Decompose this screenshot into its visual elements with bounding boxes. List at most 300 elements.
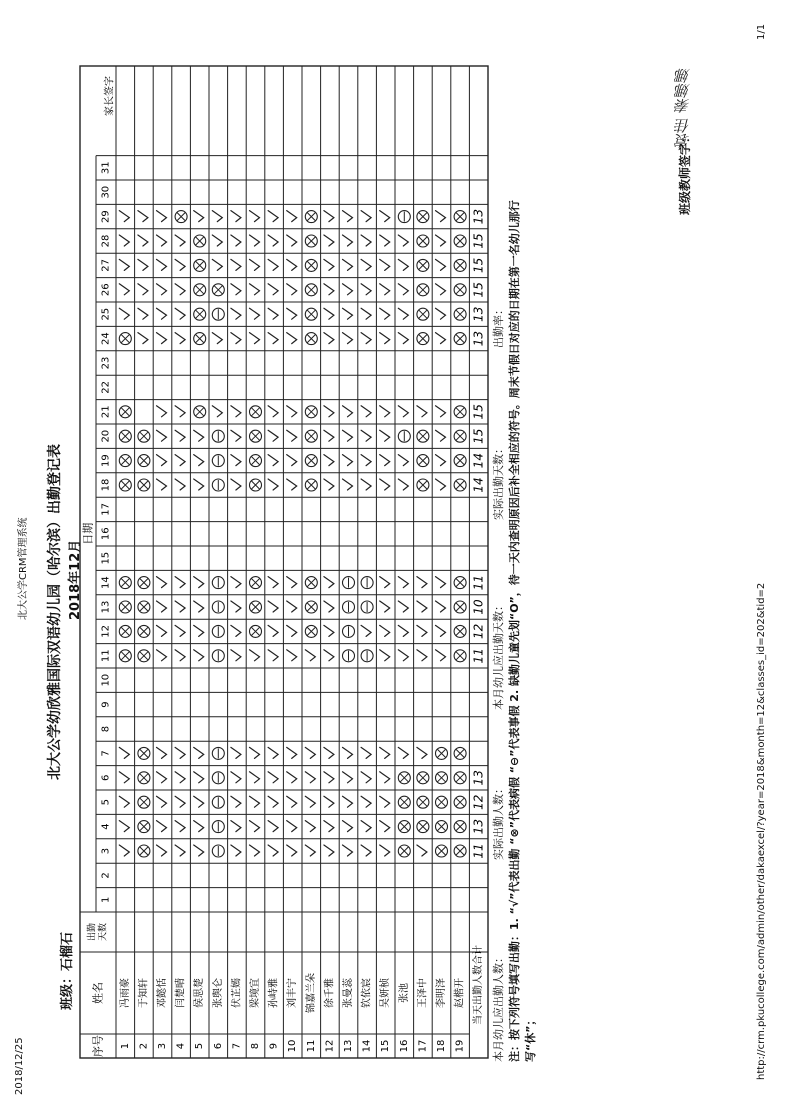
header-name: 姓名 [91,982,105,1004]
row-seq: 14 [361,1039,373,1053]
mark-r19-d3 [454,845,466,857]
mark-r1-d7 [119,747,129,758]
mark-r10-d19 [287,455,297,466]
daily-total-3: 11 [471,843,486,859]
summary-rate: 出勤率： [492,304,505,348]
summary-actual-days: 实际出勤天数： [492,443,505,520]
mark-r5-d25 [194,308,206,320]
mark-r8-d18 [250,479,262,491]
mark-r17-d25 [417,308,429,320]
row-seq: 11 [305,1039,317,1053]
mark-r6-d4 [212,821,224,833]
mark-r16-d20 [398,430,410,442]
mark-r7-d12 [231,625,241,636]
mark-r15-d12 [380,625,390,636]
mark-r10-d12 [287,625,297,636]
mark-r5-d24 [194,333,206,345]
mark-r9-d19 [268,455,278,466]
mark-r17-d12 [417,625,427,636]
mark-r11-d18 [305,479,317,491]
mark-r18-d14 [436,577,446,588]
mark-r7-d18 [231,479,241,490]
mark-r12-d3 [324,845,334,856]
row-name: 赵楷开 [454,978,466,1008]
mark-r6-d20 [212,430,224,442]
teacher-signature: 袁佳 秦娜娜 [674,68,692,148]
mark-r2-d4 [138,821,150,833]
mark-r14-d7 [361,747,371,758]
mark-r9-d4 [268,821,278,832]
mark-r8-d21 [250,406,262,418]
mark-r9-d18 [268,479,278,490]
daily-total-21: 15 [471,404,486,420]
mark-r15-d26 [380,284,390,295]
mark-r16-d19 [398,455,408,466]
mark-r1-d26 [119,284,129,295]
mark-r1-d18 [119,479,131,491]
mark-r8-d7 [250,747,260,758]
mark-r11-d12 [305,625,317,637]
mark-r4-d24 [175,333,185,344]
row-name: 闫楚晴 [175,978,187,1008]
mark-r7-d7 [231,747,241,758]
mark-r16-d6 [398,772,410,784]
mark-r7-d25 [231,308,241,319]
mark-r6-d29 [212,211,222,222]
mark-r18-d24 [436,333,446,344]
mark-r13-d13 [343,601,355,613]
mark-r5-d21 [194,406,206,418]
mark-r12-d5 [324,796,334,807]
mark-r10-d21 [287,406,297,417]
print-url: http://crm.pkucollege.com/admin/other/dakaexcel/?year=2018&month=12&classes_id=202&tid=2 [756,582,767,1080]
mark-r12-d24 [324,333,334,344]
mark-r16-d11 [398,650,408,661]
mark-r3-d3 [157,845,167,856]
mark-r4-d27 [175,259,185,270]
mark-r19-d27 [454,259,466,271]
mark-r4-d20 [175,430,185,441]
mark-r18-d7 [436,747,448,759]
mark-r16-d28 [398,235,408,246]
mark-r5-d18 [194,479,204,490]
mark-r16-d24 [398,333,408,344]
row-name: 张池 [398,983,410,1003]
daily-total-25: 13 [471,306,486,322]
mark-r13-d3 [343,845,353,856]
mark-r16-d26 [398,284,408,295]
mark-r1-d14 [119,577,131,589]
mark-r2-d5 [138,796,150,808]
header-seq: 序号 [91,1035,105,1057]
mark-r17-d14 [417,577,427,588]
mark-r2-d6 [138,772,150,784]
mark-r19-d4 [454,821,466,833]
row-seq: 10 [287,1039,299,1053]
mark-r6-d6 [212,772,224,784]
mark-r17-d21 [417,406,427,417]
mark-r1-d5 [119,796,129,807]
row-name: 李明泽 [436,978,447,1008]
day-number-21: 21 [100,405,112,419]
header-days: 出勤天数 [87,922,109,942]
mark-r3-d7 [157,747,167,758]
mark-r13-d11 [343,650,355,662]
mark-r14-d4 [361,821,371,832]
mark-r1-d27 [119,259,129,270]
mark-r6-d26 [212,284,224,296]
mark-r14-d20 [361,430,371,441]
mark-r11-d11 [305,650,315,661]
row-name: 吴妍桢 [380,978,392,1008]
mark-r16-d25 [398,308,408,319]
daily-total-6: 13 [471,770,486,786]
row-seq: 15 [380,1039,392,1053]
mark-r1-d6 [119,772,129,783]
mark-r3-d13 [157,601,167,612]
mark-r12-d21 [324,406,334,417]
daily-total-4: 13 [471,818,486,835]
mark-r17-d24 [417,333,429,345]
mark-r18-d27 [436,259,446,270]
mark-r15-d29 [380,211,390,222]
mark-r8-d12 [250,625,262,637]
mark-r9-d12 [268,625,278,636]
mark-r10-d14 [287,577,297,588]
mark-r19-d19 [454,455,466,467]
mark-r3-d4 [157,821,167,832]
mark-r3-d20 [157,430,167,441]
mark-r2-d11 [138,650,150,662]
mark-r14-d6 [361,772,371,783]
day-number-2: 2 [100,872,112,879]
mark-r15-d14 [380,577,390,588]
day-number-29: 29 [100,210,112,223]
mark-r11-d29 [305,211,317,223]
mark-r7-d3 [231,845,241,856]
day-number-28: 28 [100,234,112,248]
mark-r13-d25 [343,308,353,319]
mark-r6-d28 [212,235,222,246]
mark-r7-d20 [231,430,241,441]
mark-r9-d28 [268,235,278,246]
row-name: 伏芷嫣 [231,978,243,1008]
print-date: 2018/12/25 [14,1037,25,1095]
mark-r6-d18 [212,479,224,491]
mark-r11-d24 [305,333,317,345]
daily-total-24: 13 [471,330,486,347]
mark-r10-d18 [287,479,297,490]
day-number-31: 31 [100,161,112,175]
day-number-27: 27 [100,259,112,272]
mark-r4-d13 [175,601,185,612]
mark-r18-d20 [436,430,446,441]
mark-r9-d7 [268,747,278,758]
mark-r11-d5 [305,796,315,807]
mark-r1-d13 [119,601,131,613]
mark-r13-d5 [343,796,353,807]
mark-r15-d27 [380,259,390,270]
mark-r9-d25 [268,308,278,319]
mark-r8-d6 [250,772,260,783]
mark-r9-d29 [268,211,278,222]
mark-r4-d18 [175,479,185,490]
mark-r17-d19 [417,455,429,467]
mark-r19-d5 [454,796,466,808]
mark-r17-d18 [417,479,429,491]
mark-r11-d21 [305,406,317,418]
mark-r10-d20 [287,430,297,441]
mark-r1-d24 [119,333,131,345]
daily-total-19: 14 [471,452,486,469]
mark-r1-d21 [119,406,131,418]
mark-r9-d13 [268,601,278,612]
day-number-5: 5 [100,799,112,806]
row-seq: 2 [138,1042,150,1050]
mark-r2-d26 [138,284,148,295]
mark-r6-d5 [212,796,224,808]
mark-r7-d26 [231,284,241,295]
mark-r5-d5 [194,796,204,807]
summary-actual-people: 实际出勤人数： [492,783,505,860]
mark-r4-d19 [175,455,185,466]
mark-r5-d28 [194,235,206,247]
mark-r4-d6 [175,772,185,783]
mark-r6-d3 [212,845,224,857]
row-seq: 3 [157,1042,168,1050]
day-number-1: 1 [100,896,112,903]
daily-total-26: 15 [471,282,486,298]
mark-r10-d27 [287,259,297,270]
mark-r3-d6 [157,772,167,783]
day-number-7: 7 [100,750,112,757]
mark-r4-d7 [175,747,185,758]
day-number-11: 11 [100,649,112,663]
row-name: 刘丰宁 [287,978,299,1008]
mark-r6-d12 [212,625,224,637]
mark-r12-d27 [324,259,334,270]
row-name: 张舆仑 [212,978,224,1008]
mark-r1-d25 [119,308,129,319]
day-number-19: 19 [100,454,112,467]
mark-r12-d19 [324,455,334,466]
mark-r11-d14 [305,577,317,589]
mark-r5-d13 [194,601,204,612]
mark-r19-d25 [454,308,466,320]
mark-r13-d18 [343,479,353,490]
row-seq: 5 [194,1042,206,1050]
mark-r8-d3 [250,845,260,856]
mark-r7-d29 [231,211,241,222]
mark-r8-d11 [250,650,260,661]
mark-r10-d25 [287,308,297,319]
mark-r8-d4 [250,821,260,832]
mark-r2-d14 [138,577,150,589]
mark-r13-d29 [343,211,353,222]
row-seq: 8 [250,1042,261,1050]
mark-r12-d7 [324,747,334,758]
mark-r4-d3 [175,845,185,856]
mark-r5-d29 [194,211,204,222]
mark-r11-d6 [305,772,315,783]
mark-r12-d11 [324,650,334,661]
mark-r5-d11 [194,650,204,661]
mark-r12-d25 [324,308,334,319]
mark-r9-d24 [268,333,278,344]
mark-r1-d12 [119,625,131,637]
notes-line-2: 写“休”； [524,1014,537,1062]
row-name: 侯思楚 [194,978,206,1008]
mark-r8-d20 [250,430,262,442]
mark-r16-d14 [398,577,408,588]
mark-r13-d4 [343,821,353,832]
mark-r4-d5 [175,796,185,807]
summary-expected-people: 本月幼儿应出勤人数： [492,952,505,1062]
row-name: 梁境宜 [250,978,261,1008]
mark-r13-d20 [343,430,353,441]
mark-r18-d25 [436,308,446,319]
mark-r7-d24 [231,333,241,344]
mark-r12-d28 [324,235,334,246]
mark-r18-d12 [436,625,446,636]
mark-r15-d19 [380,455,390,466]
mark-r5-d27 [194,259,206,271]
mark-r2-d19 [138,455,150,467]
mark-r17-d20 [417,430,429,442]
mark-r9-d21 [268,406,278,417]
mark-r10-d7 [287,747,297,758]
mark-r10-d28 [287,235,297,246]
mark-r10-d13 [287,601,297,612]
mark-r10-d4 [287,821,297,832]
mark-r11-d13 [305,601,317,613]
mark-r12-d12 [324,625,334,636]
mark-r5-d3 [194,845,204,856]
mark-r13-d24 [343,333,353,344]
daily-total-14: 11 [471,574,486,591]
mark-r1-d28 [119,235,129,246]
row-name: 锦嘉兰朵 [305,973,317,1013]
mark-r12-d26 [324,284,334,295]
mark-r12-d29 [324,211,334,222]
mark-r7-d6 [231,772,241,783]
day-number-17: 17 [100,503,112,516]
mark-r13-d6 [343,772,353,783]
mark-r10-d26 [287,284,297,295]
mark-r2-d18 [138,479,150,491]
mark-r17-d11 [417,650,427,661]
mark-r11-d25 [305,308,317,320]
mark-r7-d28 [231,235,241,246]
mark-r3-d12 [157,625,167,636]
mark-r2-d29 [138,211,148,222]
mark-r15-d28 [380,235,390,246]
mark-r18-d26 [436,284,446,295]
mark-r18-d6 [436,772,448,784]
mark-r15-d20 [380,430,390,441]
mark-r19-d26 [454,284,466,296]
day-number-20: 20 [100,429,112,443]
mark-r3-d24 [157,333,167,344]
mark-r17-d7 [417,747,427,758]
mark-r8-d14 [250,577,262,589]
mark-r14-d13 [361,601,373,613]
mark-r3-d29 [157,211,167,222]
mark-r11-d27 [305,259,317,271]
mark-r3-d28 [157,235,167,246]
mark-r15-d4 [380,821,390,832]
mark-r1-d3 [119,845,129,856]
totals-label: 当天出勤人数合计 [473,945,485,1025]
mark-r18-d21 [436,406,446,417]
mark-r14-d28 [361,235,371,246]
mark-r19-d18 [454,479,466,491]
mark-r19-d14 [454,577,466,589]
mark-r14-d11 [361,650,373,662]
mark-r3-d18 [157,479,167,490]
row-name: 于知轩 [138,978,150,1008]
day-number-16: 16 [100,527,112,541]
mark-r17-d29 [417,211,429,223]
daily-total-20: 15 [471,428,486,444]
day-number-26: 26 [100,283,112,297]
row-seq: 6 [212,1042,224,1050]
mark-r19-d21 [454,406,466,418]
row-name: 邓懿恬 [157,978,168,1008]
day-number-22: 22 [100,381,112,394]
mark-r7-d19 [231,455,241,466]
mark-r18-d11 [436,650,446,661]
mark-r10-d24 [287,333,297,344]
mark-r14-d14 [361,577,373,589]
mark-r4-d29 [175,211,187,223]
mark-r12-d20 [324,430,334,441]
mark-r11-d28 [305,235,317,247]
mark-r7-d4 [231,821,241,832]
summary-expected-days: 本月幼儿应出勤天数： [492,600,505,710]
mark-r8-d5 [250,796,260,807]
mark-r8-d28 [250,235,260,246]
mark-r14-d19 [361,455,371,466]
mark-r13-d7 [343,747,353,758]
mark-r6-d25 [212,308,224,320]
mark-r16-d29 [398,211,410,223]
mark-r12-d4 [324,821,334,832]
mark-r8-d25 [250,308,260,319]
mark-r10-d29 [287,211,297,222]
mark-r7-d21 [231,406,241,417]
row-name: 王泽中 [417,978,429,1008]
daily-total-27: 15 [471,257,486,274]
row-seq: 17 [417,1039,429,1053]
mark-r13-d27 [343,259,353,270]
mark-r15-d13 [380,601,390,612]
mark-r12-d13 [324,601,334,612]
row-seq: 4 [175,1042,187,1050]
mark-r14-d3 [361,845,371,856]
row-name: 张曼蕊 [343,978,354,1008]
mark-r14-d26 [361,284,371,295]
mark-r7-d27 [231,259,241,270]
mark-r15-d25 [380,308,390,319]
mark-r19-d6 [454,772,466,784]
mark-r5-d19 [194,455,204,466]
daily-total-29: 13 [471,208,486,225]
mark-r9-d27 [268,259,278,270]
day-number-8: 8 [100,725,112,733]
mark-r16-d21 [398,406,408,417]
row-seq: 12 [324,1039,336,1053]
